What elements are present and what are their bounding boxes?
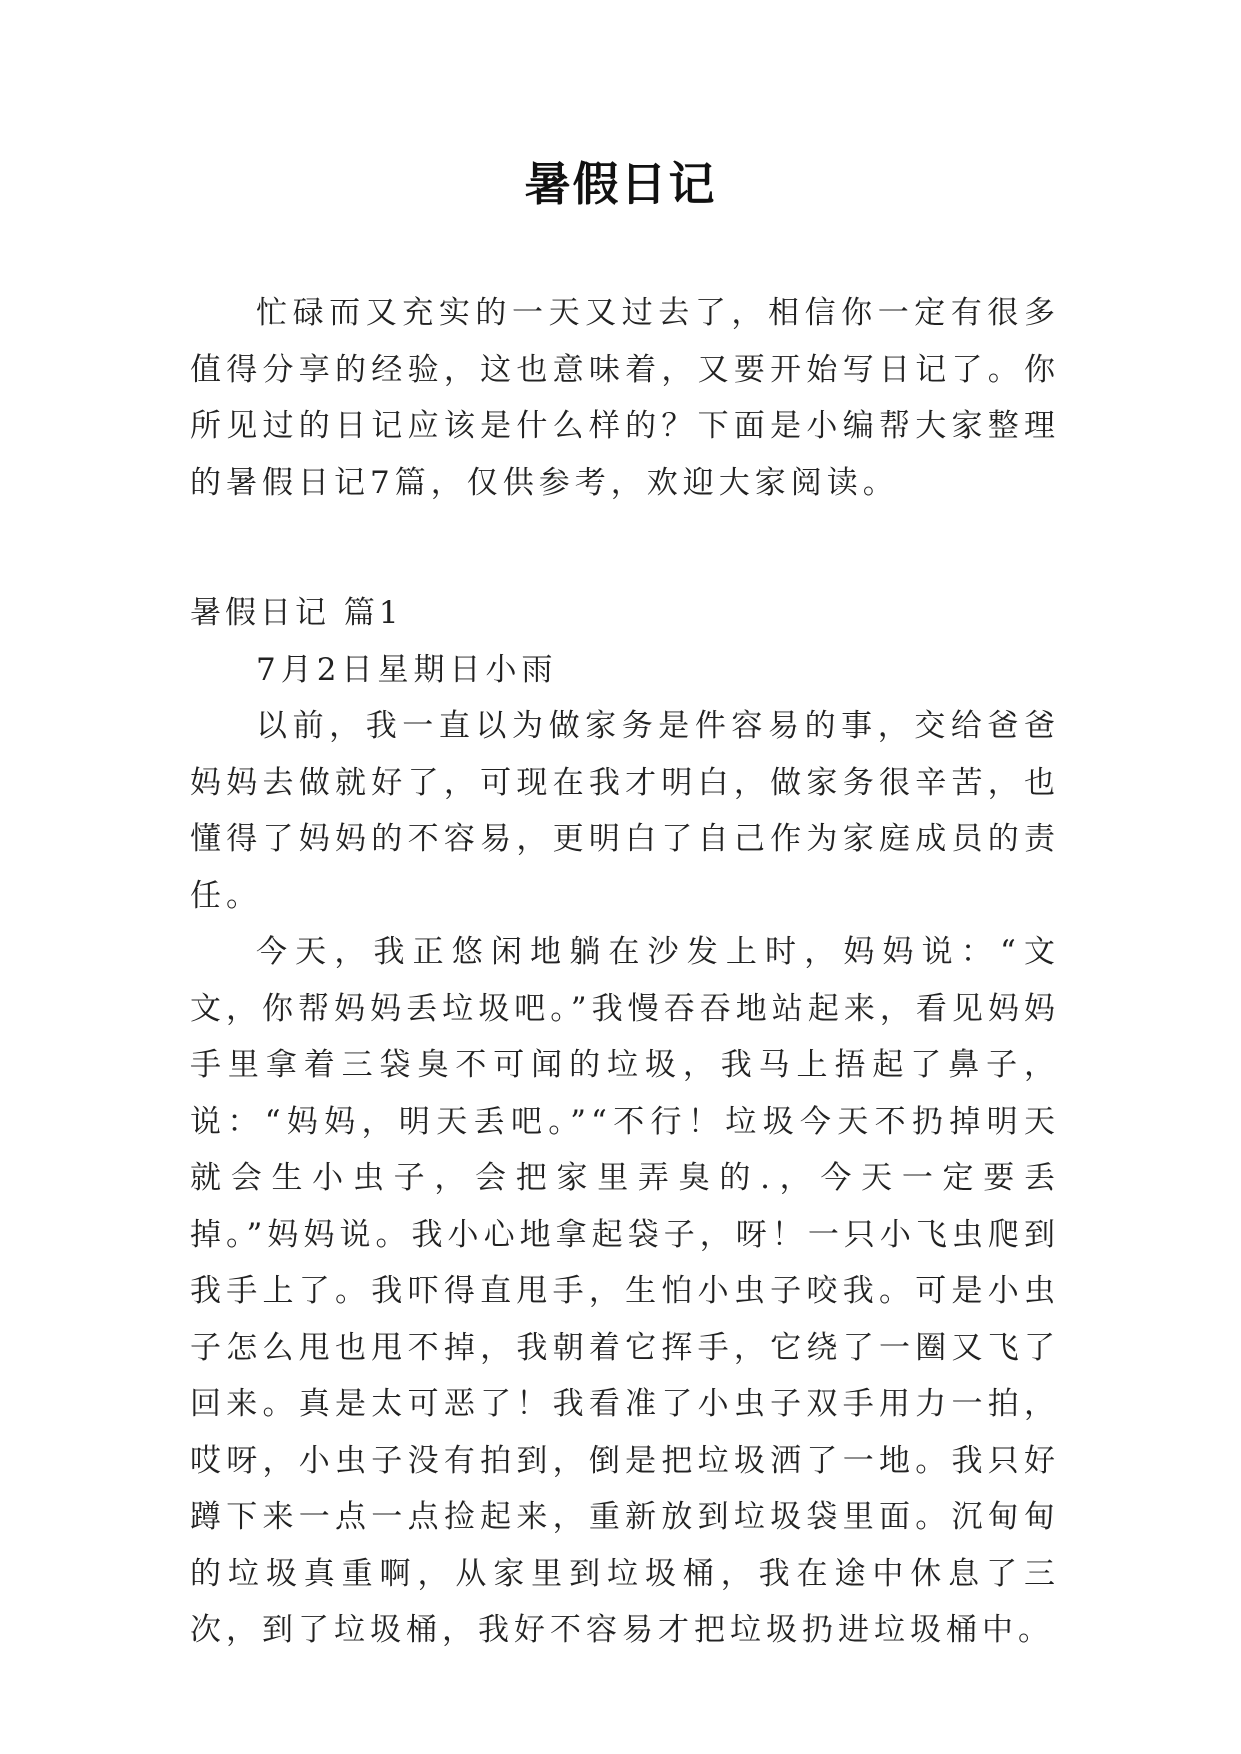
entry-heading: 暑假日记 篇1 [190,595,403,631]
document-title: 暑假日记 [524,157,717,211]
entry-date: 7月2日星期日小雨 [256,651,558,688]
entry-paragraph-1: 以前，我一直以为做家务是件容易的事，交给爸爸妈妈去做就好了，可现在我才明白，做家务很辛苦，也懂得了妈妈的不容易，更明白了自己作为家庭成员的责任。 [190,708,1060,914]
diary-entry-1 [190,585,1060,1659]
intro-section [190,285,1060,511]
intro-paragraph: 忙碌而又充实的一天又过去了，相信你一定有很多值得分享的经验，这也意味着，又要开始写日记了。你所见过的日记应该是什么样的？下面是小编帮大家整理的暑假日记7篇，仅供参考，欢迎大家阅读。 [190,295,1060,501]
entry-paragraph-2: 今天，我正悠闲地躺在沙发上时，妈妈说：“文文，你帮妈妈丢垃圾吧。”我慢吞吞地站起来，看见妈妈手里拿着三袋臭不可闻的垃圾，我马上捂起了鼻子，说：“妈妈，明天丢吧。”“不行！垃圾今天不扔掉明天就会生小虫子，会把家里弄臭的.，今天一定要丢掉。”妈妈说。我小心地拿起袋子，呀！一只小飞虫爬到我手上了。我吓得直甩手，生怕小虫子咬我。可是小虫子怎么甩也甩不掉，我朝着它挥手，它绕了一圈又飞了回来。真是太可恶了！我看准了小虫子双手用力一拍，哎呀，小虫子没有拍到，倒是把垃圾洒了一地。我只好蹲下来一点一点捡起来，重新放到垃圾袋里面。沉甸甸的垃圾真重啊，从家里到垃圾桶，我在途中休息了三次，到了垃圾桶，我好不容易才把垃圾扔进垃圾桶中。 [190,934,1060,1648]
